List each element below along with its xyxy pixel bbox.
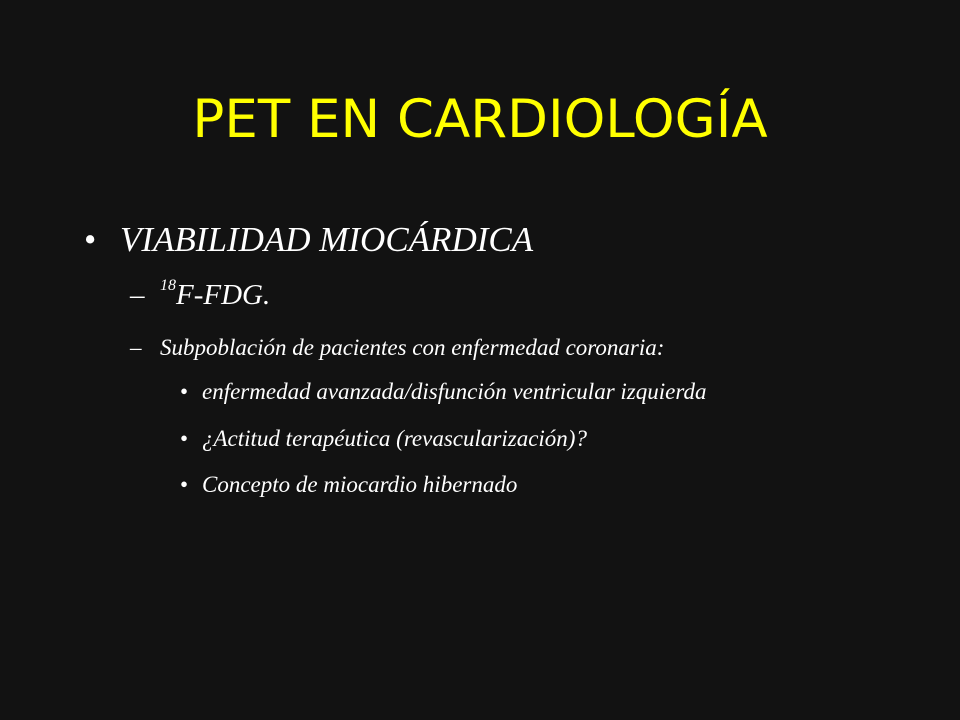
level2-item-1 [160, 279, 270, 312]
level3-bullet-1: • [180, 379, 189, 404]
level3-item-2: ¿Actitud terapéutica (revascularización)? [202, 426, 587, 451]
level3-bullet-2: • [180, 426, 189, 451]
level1-bullet: • [84, 220, 97, 259]
level2-item-1-text: F-FDG. [176, 279, 271, 311]
level3-item-3: Concepto de miocardio hibernado [202, 472, 518, 497]
level2-dash-1: – [130, 279, 145, 311]
level1-text: VIABILIDAD MIOCÁRDICA [120, 220, 534, 259]
level2-dash-2: – [130, 335, 142, 360]
level2-item-1-superscript: 18 [160, 277, 176, 294]
slide-title: PET EN CARDIOLOGÍA [192, 89, 768, 150]
level3-item-1: enfermedad avanzada/disfunción ventricular izquierda [202, 379, 707, 404]
level3-bullet-3: • [180, 472, 189, 497]
level2-item-2: Subpoblación de pacientes con enfermedad coronaria: [160, 335, 665, 360]
